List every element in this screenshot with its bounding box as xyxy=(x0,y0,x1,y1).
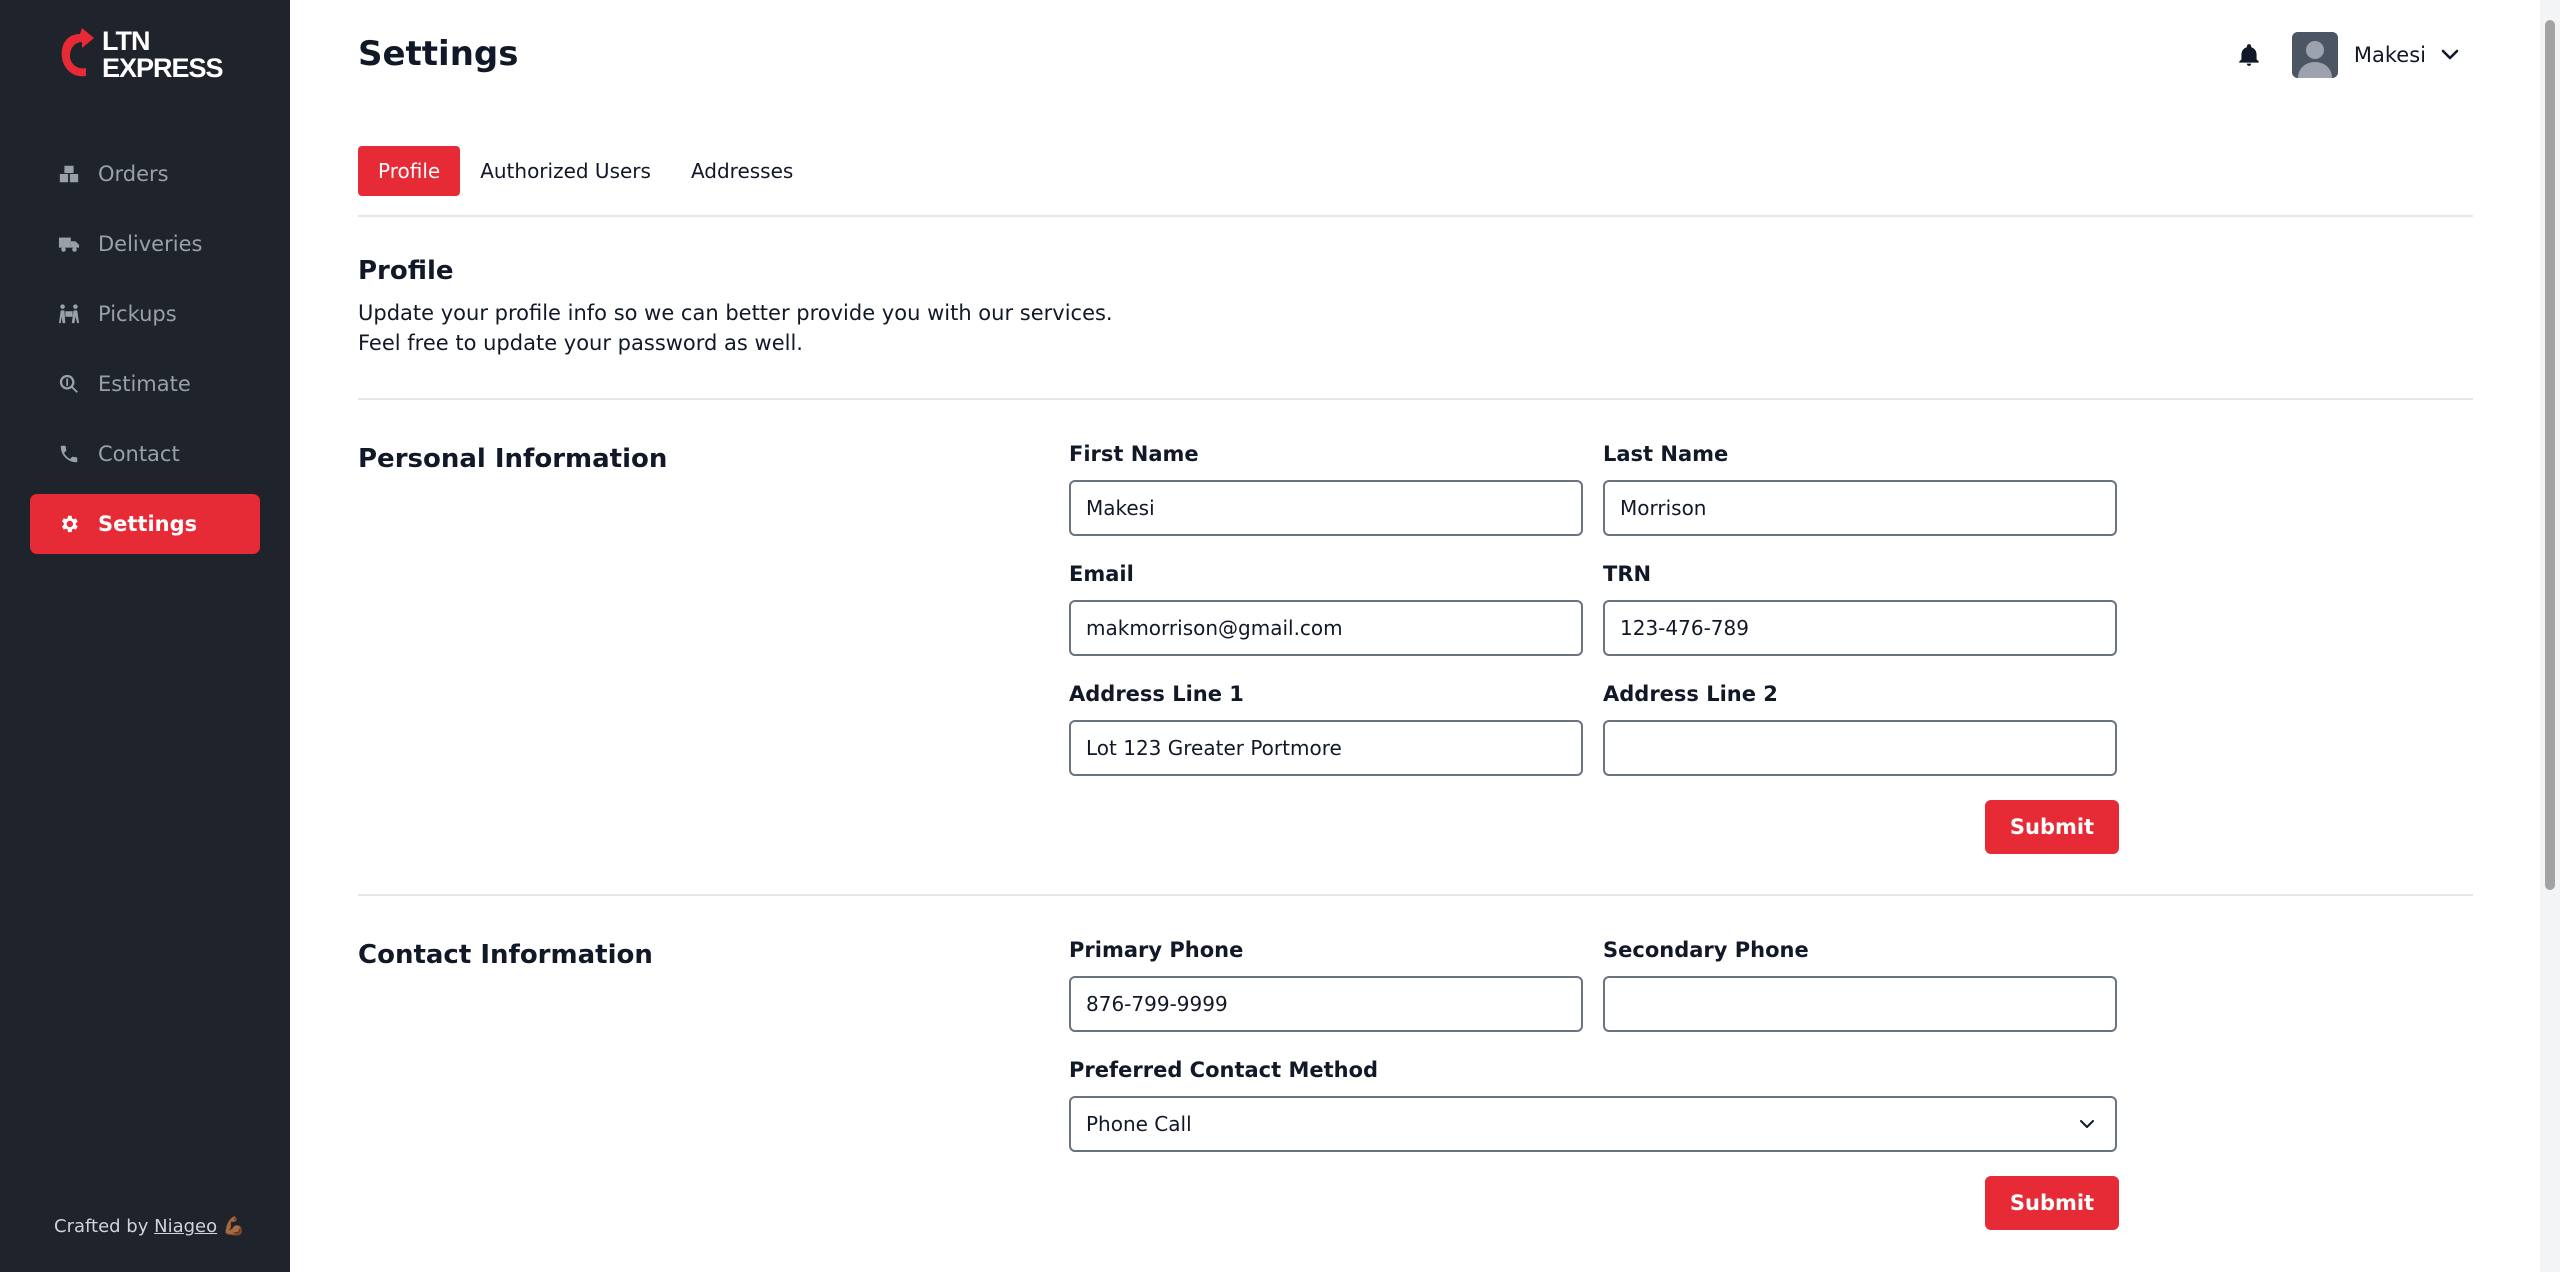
logo-wordmark: LTN EXPRESS xyxy=(102,26,223,83)
truck-icon xyxy=(58,233,80,255)
ltn-express-logo[interactable] xyxy=(56,26,246,84)
trn-field[interactable] xyxy=(1603,600,2117,656)
secondary-phone-label: Secondary Phone xyxy=(1603,938,1809,962)
tab-profile[interactable]: Profile xyxy=(358,146,460,196)
email-label: Email xyxy=(1069,562,1134,586)
sidebar-item-label: Settings xyxy=(98,512,198,536)
chevron-down-icon[interactable] xyxy=(2440,45,2460,65)
sidebar-item-orders[interactable] xyxy=(30,144,260,204)
bell-icon[interactable] xyxy=(2236,42,2262,68)
divider xyxy=(358,215,2473,217)
settings-tabs xyxy=(358,146,813,196)
main-content xyxy=(290,0,2540,1272)
people-carry-icon xyxy=(58,303,80,325)
avatar[interactable] xyxy=(2292,32,2338,78)
divider xyxy=(358,398,2473,400)
email-field[interactable] xyxy=(1069,600,1583,656)
first-name-label: First Name xyxy=(1069,442,1199,466)
preferred-contact-label: Preferred Contact Method xyxy=(1069,1058,1379,1082)
primary-phone-label: Primary Phone xyxy=(1069,938,1244,962)
logo-arrow-icon xyxy=(56,26,104,82)
sidebar-item-label: Estimate xyxy=(98,372,191,396)
divider xyxy=(358,894,2473,896)
sidebar-item-contact[interactable] xyxy=(30,424,260,484)
address-line-1-field[interactable] xyxy=(1069,720,1583,776)
preferred-contact-select[interactable] xyxy=(1069,1096,2117,1152)
sidebar-item-label: Pickups xyxy=(98,302,177,326)
sidebar-item-settings[interactable] xyxy=(30,494,260,554)
credit-emoji: 💪🏾 xyxy=(222,1216,246,1237)
sidebar-item-deliveries[interactable] xyxy=(30,214,260,274)
sidebar xyxy=(0,0,290,1272)
primary-phone-field[interactable] xyxy=(1069,976,1583,1032)
first-name-field[interactable] xyxy=(1069,480,1583,536)
address-line-2-label: Address Line 2 xyxy=(1603,682,1778,706)
address-line-2-field[interactable] xyxy=(1603,720,2117,776)
preferred-contact-value[interactable]: Phone Call xyxy=(1069,1096,2117,1152)
sidebar-item-estimate[interactable] xyxy=(30,354,260,414)
contact-info-heading: Contact Information xyxy=(358,940,653,970)
scrollbar-thumb[interactable] xyxy=(2545,20,2555,890)
tab-addresses[interactable]: Addresses xyxy=(690,159,794,183)
sidebar-nav xyxy=(30,144,260,564)
secondary-phone-field[interactable] xyxy=(1603,976,2117,1032)
profile-desc-line2: Feel free to update your password as well. xyxy=(358,331,803,355)
credit-text: Crafted by xyxy=(54,1216,149,1237)
phone-icon xyxy=(58,443,80,465)
magnifier-dollar-icon xyxy=(58,373,80,395)
profile-heading: Profile xyxy=(358,256,454,286)
page-title: Settings xyxy=(358,34,519,74)
personal-submit-button[interactable]: Submit xyxy=(1985,800,2119,854)
personal-info-heading: Personal Information xyxy=(358,444,668,474)
address-line-1-label: Address Line 1 xyxy=(1069,682,1244,706)
boxes-icon xyxy=(58,163,80,185)
credit-link[interactable]: Niageo xyxy=(154,1216,218,1237)
scrollbar[interactable] xyxy=(2540,0,2560,1272)
chevron-down-icon xyxy=(2077,1114,2097,1134)
sidebar-item-label: Deliveries xyxy=(98,232,203,256)
credit-footer xyxy=(54,1216,245,1237)
gear-icon xyxy=(58,513,80,535)
sidebar-item-label: Contact xyxy=(98,442,180,466)
sidebar-item-label: Orders xyxy=(98,162,169,186)
user-silhouette-icon xyxy=(2292,32,2338,78)
user-name[interactable]: Makesi xyxy=(2353,43,2426,67)
header-user-area xyxy=(2236,32,2460,78)
sidebar-item-pickups[interactable] xyxy=(30,284,260,344)
profile-desc-line1: Update your profile info so we can better provide you with our services. xyxy=(358,301,1113,325)
trn-label: TRN xyxy=(1603,562,1652,586)
contact-submit-button[interactable]: Submit xyxy=(1985,1176,2119,1230)
tab-authorized-users[interactable]: Authorized Users xyxy=(480,159,651,183)
last-name-label: Last Name xyxy=(1603,442,1729,466)
profile-description xyxy=(358,298,1113,358)
last-name-field[interactable] xyxy=(1603,480,2117,536)
